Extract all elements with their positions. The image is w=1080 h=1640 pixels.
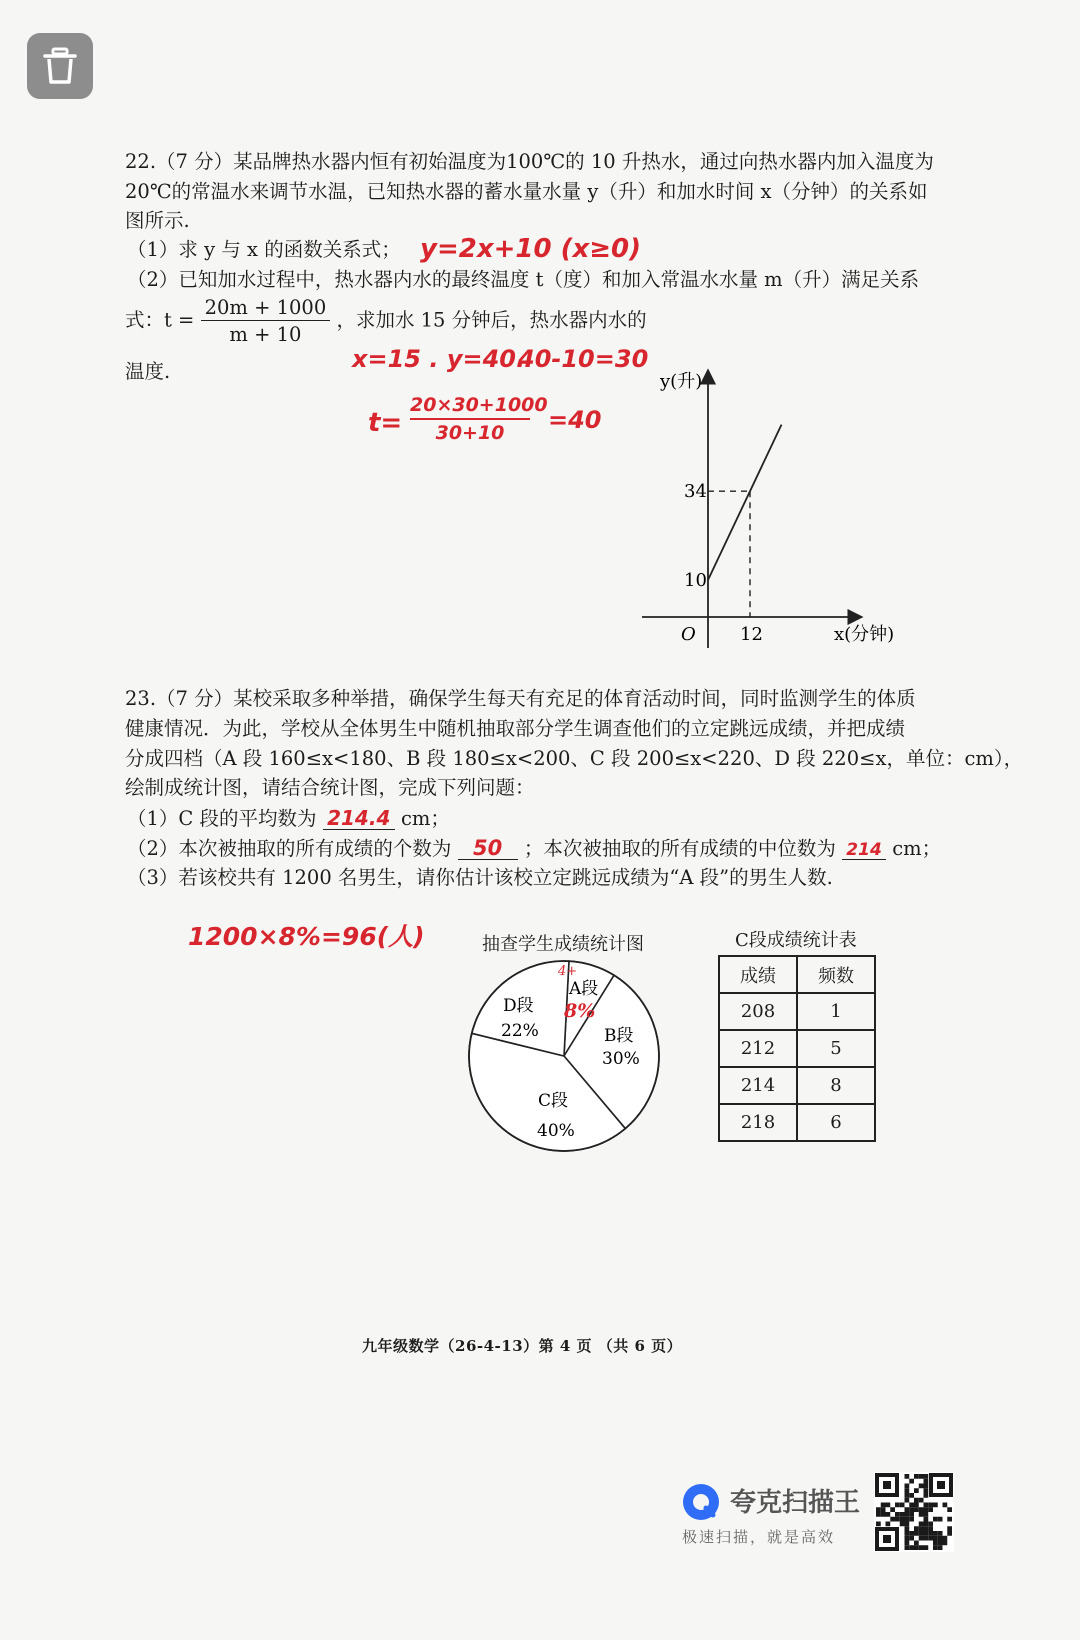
formula-denominator: m + 10 [229,322,302,346]
header-score: 成绩 [719,956,797,993]
qr-cell [933,1503,938,1508]
qr-cell [947,1507,952,1512]
qr-cell [947,1526,952,1531]
qr-cell [905,1493,910,1498]
qr-cell [881,1507,886,1512]
qr-cell [909,1493,914,1498]
slice-pct-c: 40% [537,1121,575,1141]
qr-cell [919,1484,924,1489]
qr-cell [933,1531,938,1536]
hand-t-denominator: 30+10 [435,422,505,444]
qr-cell [905,1536,910,1541]
p2-prefix: （2）本次被抽取的所有成绩的个数为 [127,837,452,860]
qr-cell [924,1522,929,1527]
qr-cell [924,1517,929,1522]
hand-t-result: =40 [548,406,602,434]
qr-cell [909,1512,914,1517]
hand-mean: 214.4 [327,806,391,830]
qr-cell [905,1526,910,1531]
qr-cell [909,1507,914,1512]
cell-frequency: 6 [797,1104,875,1141]
table-row [719,1104,875,1141]
qr-cell [905,1517,910,1522]
hand-work-diff: 40-10=30 [518,345,649,373]
qr-cell [938,1541,943,1546]
table-title: C段成绩统计表 [735,930,857,951]
qr-cell [928,1522,933,1527]
p2-mid: ；本次被抽取的所有成绩的中位数为 [523,837,836,860]
qr-cell [924,1484,929,1489]
c-score-table [718,955,876,1142]
qr-cell [943,1503,948,1508]
q23-part1 [127,808,450,830]
qr-cell [890,1517,895,1522]
qr-cell [909,1517,914,1522]
qr-cell [900,1503,905,1508]
qr-cell [919,1536,924,1541]
q22-part1: （1）求 y 与 x 的函数关系式； [127,238,401,261]
qr-cell [928,1503,933,1508]
qr-cell [924,1503,929,1508]
qr-cell [905,1474,910,1479]
hand-t-numerator: 20×30+1000 [410,394,530,420]
qr-cell [890,1507,895,1512]
formula-numerator: 20m + 1000 [201,298,331,321]
page-footer: 九年级数学（26-4-13）第 4 页 （共 6 页） [362,1337,683,1355]
qr-cell [919,1474,924,1479]
count-blank [458,838,518,860]
app-logo-icon [680,1481,722,1523]
pie-title: 抽查学生成绩统计图 [482,934,644,955]
app-slogan: 极速扫描，就是高效 [682,1528,836,1546]
qr-cell [905,1507,910,1512]
qr-cell [914,1488,919,1493]
qr-cell [928,1526,933,1531]
q22-line1: 22.（7 分）某品牌热水器内恒有初始温度为100℃的 10 升热水，通过向热水器内加入温度为 [125,150,934,173]
qr-cell [938,1517,943,1522]
cell-frequency: 5 [797,1030,875,1067]
qr-cell [895,1503,900,1508]
qr-cell [900,1512,905,1517]
qr-cell [919,1507,924,1512]
qr-cell [905,1498,910,1503]
qr-cell [905,1545,910,1550]
qr-cell [914,1531,919,1536]
qr-cell [881,1503,886,1508]
q23-line2: 健康情况．为此，学校从全体男生中随机抽取部分学生调查他们的立定跳远成绩，并把成绩 [125,717,906,740]
qr-cell [914,1545,919,1550]
trash-icon [42,47,78,85]
qr-cell [924,1512,929,1517]
qr-cell [919,1526,924,1531]
water-volume-graph [630,360,920,660]
app-name: 夸克扫描王 [730,1488,861,1518]
cell-score: 214 [719,1067,797,1104]
p1-suffix: cm； [400,807,450,830]
hand-work-x15: x=15 . y=40. [352,345,526,373]
qr-cell [933,1541,938,1546]
formula-fraction [201,298,331,344]
cell-frequency: 1 [797,993,875,1030]
qr-cell [909,1531,914,1536]
qr-cell [876,1522,881,1527]
slice-label-b: B段 [604,1026,634,1046]
slice-pct-d: 22% [501,1021,539,1041]
qr-cell [933,1536,938,1541]
qr-cell [909,1536,914,1541]
cell-score: 218 [719,1104,797,1141]
qr-cell [886,1512,891,1517]
qr-cell [924,1536,929,1541]
table-row [719,1067,875,1104]
qr-cell [886,1522,891,1527]
qr-cell [938,1531,943,1536]
table-row [719,993,875,1030]
qr-cell [905,1541,910,1546]
slice-pct-b: 30% [602,1049,640,1069]
qr-cell [905,1522,910,1527]
q22-formula-line [125,298,647,344]
qr-cell [924,1493,929,1498]
qr-cell [886,1503,891,1508]
origin-label: O [681,624,696,645]
cell-score: 212 [719,1030,797,1067]
q23-line4: 绘制成统计图，请结合统计图，完成下列问题： [125,776,535,799]
formula-prefix: 式：t = [125,308,195,332]
qr-cell [928,1531,933,1536]
hand-t-fraction [410,394,548,444]
qr-cell [938,1536,943,1541]
delete-button[interactable] [27,33,93,99]
p1-prefix: （1）C 段的平均数为 [127,807,317,830]
q22-part2: （2）已知加水过程中，热水器内水的最终温度 t（度）和加入常温水水量 m（升）满足关系 [127,268,920,291]
qr-cell [943,1541,948,1546]
qr-cell [919,1522,924,1527]
qr-cell [924,1488,929,1493]
q23-part2 [127,838,941,860]
qr-cell [905,1531,910,1536]
qr-cell [947,1517,952,1522]
qr-cell [914,1526,919,1531]
tick-y-34: 34 [684,481,707,503]
qr-cell [895,1512,900,1517]
cell-frequency: 8 [797,1067,875,1104]
qr-cell [924,1526,929,1531]
qr-cell [943,1536,948,1541]
q23-line3: 分成四档（A 段 160≤x<180、B 段 180≤x<200、C 段 200≤x<220、D 段 220≤x，单位：cm）， [125,747,1024,770]
score-pie-chart [460,955,680,1155]
q22-line3: 图所示. [125,209,190,232]
tick-x-12: 12 [740,624,763,645]
hand-t-label: t= [368,408,403,438]
q23-part3: （3）若该校共有 1200 名男生，请你估计该校立定跳远成绩为“A 段”的男生人数. [127,866,833,889]
qr-cell [924,1545,929,1550]
qr-cell [909,1479,914,1484]
hand-count: 50 [473,836,503,860]
qr-cell [909,1503,914,1508]
p2-suffix: cm； [892,837,942,860]
qr-cell [919,1545,924,1550]
qr-cell [924,1507,929,1512]
function-line [708,425,782,580]
qr-cell [933,1545,938,1550]
x-axis-label: x(分钟) [834,624,895,645]
cell-score: 208 [719,993,797,1030]
qr-cell [900,1522,905,1527]
qr-cell [914,1503,919,1508]
mean-blank [323,808,395,830]
qr-cell [914,1498,919,1503]
qr-cell [905,1512,910,1517]
qr-cell [905,1488,910,1493]
qr-cell [924,1474,929,1479]
scanner-watermark [680,1478,870,1558]
qr-code-icon [874,1472,954,1552]
qr-cell [881,1512,886,1517]
qr-cell [905,1484,910,1489]
hand-a-percent: 8% [564,1000,596,1022]
qr-cell [914,1507,919,1512]
hand-answer-function: y=2x+10 (x≥0) [420,234,642,264]
y-axis-label: y(升) [660,371,703,392]
qr-cell [895,1517,900,1522]
header-frequency: 频数 [797,956,875,993]
q23-line1: 23.（7 分）某校采取多种举措，确保学生每天有充足的体育活动时间，同时监测学生的体质 [125,687,916,710]
qr-cell [947,1531,952,1536]
table-row [719,1030,875,1067]
qr-cell [900,1517,905,1522]
qr-cell [924,1531,929,1536]
hand-median: 214 [846,840,882,860]
qr-cell [919,1531,924,1536]
qr-cell [938,1545,943,1550]
table-header-row [719,956,875,993]
slice-label-c: C段 [538,1091,569,1111]
slice-label-a: A段 [569,979,599,999]
qr-cell [933,1517,938,1522]
q22-line2: 20℃的常温水来调节水温，已知热水器的蓄水量水量 y（升）和加水时间 x（分钟）的关系如 [125,180,928,203]
qr-cell [914,1541,919,1546]
slice-label-d: D段 [503,996,534,1016]
qr-cell [876,1507,881,1512]
median-blank [842,839,886,860]
hand-calc: 1200×8%=96(人) [188,922,425,951]
qr-cell [924,1479,929,1484]
tick-y-10: 10 [684,570,707,591]
qr-cell [919,1512,924,1517]
qr-cell [914,1474,919,1479]
qr-cell [876,1512,881,1517]
qr-cell [928,1507,933,1512]
qr-cell [928,1536,933,1541]
q22-line-last: 温度. [125,360,171,383]
formula-suffix: ，求加水 15 分钟后，热水器内水的 [336,308,647,332]
qr-cell [919,1498,924,1503]
qr-cell [909,1545,914,1550]
hand-scribble: 4+ [558,964,578,979]
